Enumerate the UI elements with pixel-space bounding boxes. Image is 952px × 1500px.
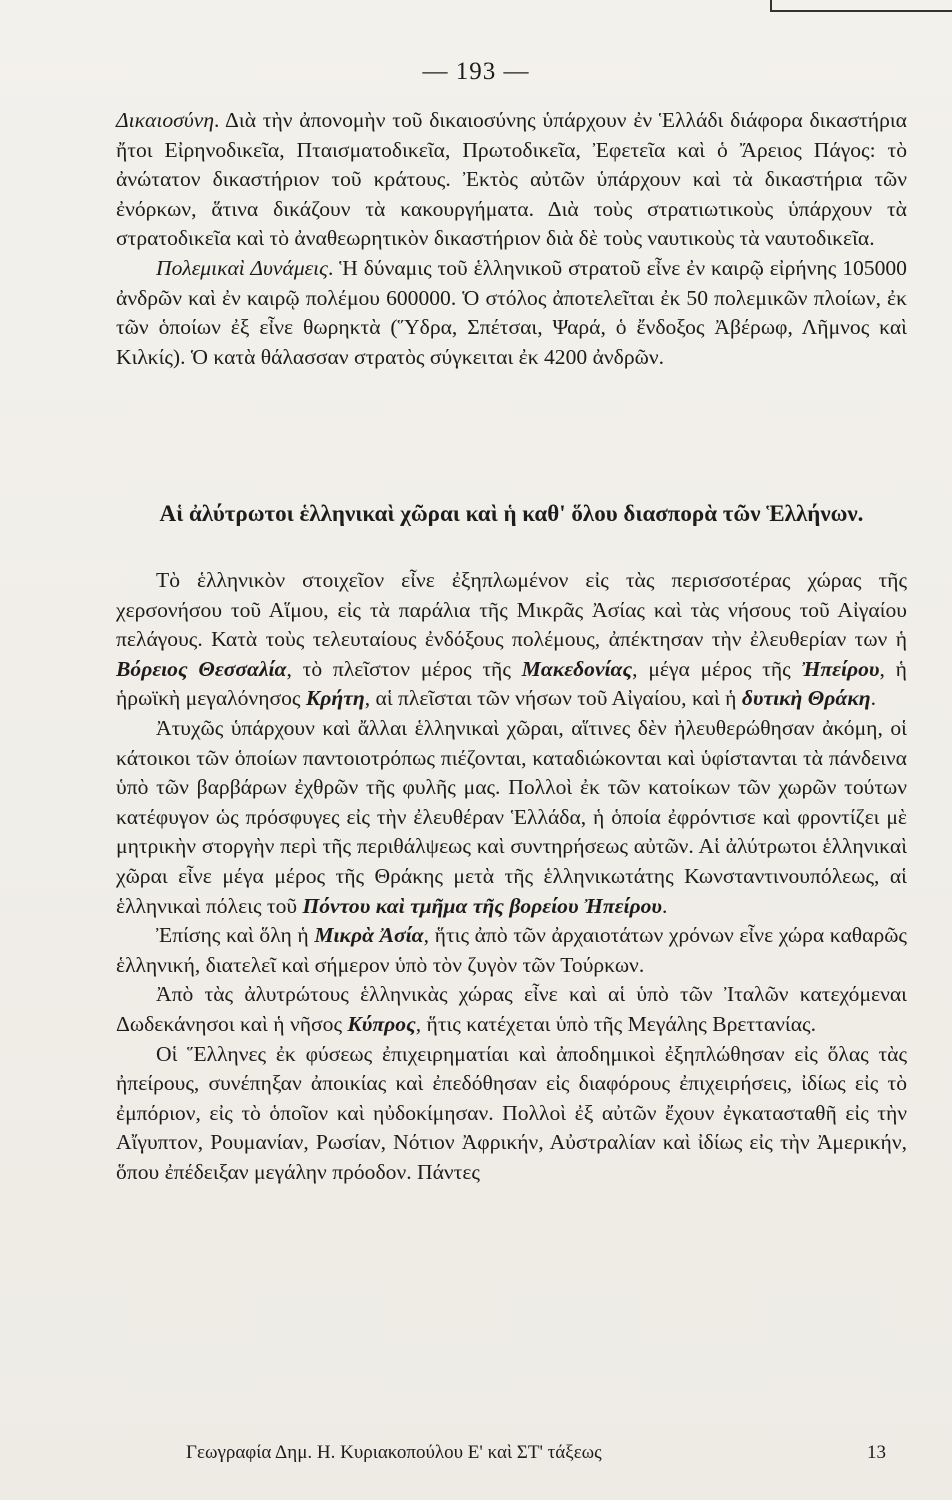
run: Δικαιοσύνη (116, 108, 215, 132)
run-emphasis: Πόντου καὶ τμῆμα τῆς βορείου Ἠπείρου (302, 893, 662, 918)
paragraph-unfortunately (116, 714, 907, 921)
run-emphasis: Κρήτη (305, 686, 365, 711)
paragraph-military-forces (116, 254, 907, 372)
run: Ἀπὸ τὰς ἀλυτρώτους ἑλληνικὰς χώρας εἶνε καὶ αἱ ὑπὸ τῶν Ἰταλῶν κατεχόμεναι Δωδεκάνησοι καὶ ἡ νῆσος (116, 982, 907, 1036)
run-emphasis: Βόρειος Θεσσαλία (116, 656, 287, 681)
corner-rule (770, 10, 952, 12)
paragraph-justice (116, 106, 907, 254)
section-heading: Αἱ ἀλύτρωτοι ἑλληνικαὶ χῶραι καὶ ἡ καθ' ὅλου διασπορὰ τῶν Ἑλλήνων. (159, 501, 864, 526)
run-emphasis: Ἠπείρου (801, 656, 880, 681)
paragraph-diaspora (116, 1040, 907, 1188)
corner-rule-vertical (770, 0, 772, 12)
run: Πολεμικαὶ Δυνάμεις (156, 255, 328, 280)
run: . (870, 686, 877, 711)
run: Ἐπίσης καὶ ὅλη ἡ (156, 923, 315, 948)
page-footer (186, 1442, 886, 1464)
paragraph-asia-minor (116, 921, 907, 980)
footer-signature-number: 13 (867, 1442, 886, 1463)
paragraph-dodecanese-cyprus (116, 980, 907, 1039)
run: , ἥτις ἀπὸ τῶν ἀρχαιοτάτων χρόνων εἶνε χώρα καθαρῶς ἑλληνική, διατελεῖ καὶ σήμερον ὑπὸ τὸν ζυγὸν τῶν Τούρκων. (116, 923, 907, 977)
run: , αἱ πλεῖσται τῶν νήσων τοῦ Αἰγαίου, καὶ ἡ (364, 686, 742, 711)
run: Οἱ Ἕλληνες ἐκ φύσεως ἐπιχειρηματίαι καὶ ἀποδημικοὶ ἐξηπλώθησαν εἰς ὅλας τὰς ἠπείρους, συνέπηξαν ἀποικίας καὶ ἐπεδόθησαν εἰς διαφόρους ἐπιχειρήσεις, ἰδίως εἰς τὸ ἐμπόριον, εἰς τὸ ὁποῖον καὶ ηὐδοκίμησαν. Πολλοὶ ἐξ αὐτῶν ἔχουν ἐγκατασταθῆ εἰς τὴν Αἴγυπτον, Ρουμανίαν, Ρωσίαν, Νότιον Ἀφρικήν, Αὐστραλίαν καὶ ἰδίως εἰς τὴν Ἀμερικήν, ὅπου ἐπέδειξαν μεγάλην πρόοδον. Πάντες (116, 1041, 907, 1184)
run: , ἥτις κατέχεται ὑπὸ τῆς Μεγάλης Βρεττανίας. (415, 1011, 816, 1036)
run-emphasis: Μικρὰ Ἀσία (314, 923, 424, 948)
run: Τὸ ἑλληνικὸν στοιχεῖον εἶνε ἐξηπλωμένον εἰς τὰς περισσοτέρας χώρας τῆς χερσονήσου τοῦ Αἵμου, εἰς τὰ παράλια τῆς Μικρᾶς Ἀσίας καὶ τὰς νήσους τοῦ Αἰγαίου πελάγους. Κατὰ τοὺς τελευταίους ἐνδόξους πολέμους, ἀπέκτησαν τὴν ἐλευθερίαν των ἡ (116, 568, 907, 652)
run: , ἡ ἡρωϊκὴ μεγαλόνησος (116, 656, 907, 711)
footer-book-title: Γεωγραφία Δημ. Η. Κυριακοπούλου Ε' καὶ ΣΤ' τάξεως (186, 1442, 602, 1463)
page-number: — 193 — (422, 58, 530, 85)
run-emphasis: δυτικὴ Θράκη (741, 686, 871, 711)
run: Ἀτυχῶς ὑπάρχουν καὶ ἄλλαι ἑλληνικαὶ χῶραι, αἵτινες δὲν ἠλευθερώθησαν ἀκόμη, οἱ κάτοικοι τῶν ὁποίων παντοιοτρόπως πιέζονται, καταδιώκονται καὶ ὑφίστανται τὰ πάνδεινα ὑπὸ τῶν βαρβάρων ἐχθρῶν τῆς φυλῆς μας. Πολλοὶ ἐκ τῶν κατοίκων τῶν χωρῶν τούτων κατέφυγον ὡς πρόσφυγες εἰς τὴν ἐλευθέραν Ἑλλάδα, ἡ ὁποία ἐφρόντισε καὶ φροντίζει μὲ μητρικὴν στοργὴν περὶ τῆς περιθάλψεως καὶ συντηρήσεως αὐτῶν. Αἱ ἀλύτρωτοι ἑλληνικαὶ χῶραι εἶνε μέγα μέρος τῆς Θράκης μετὰ τῆς ἑλληνικωτάτης Κωνσταντινουπόλεως, αἱ ἑλληνικαὶ πόλεις τοῦ (116, 715, 907, 918)
text-block-justice-military (116, 106, 907, 372)
run: . Ἡ δύναμις τοῦ ἑλληνικοῦ στρατοῦ εἶνε ἐν καιρῷ εἰρήνης 105000 ἀνδρῶν καὶ ἐν καιρῷ πολέμου 600000. Ὁ στόλος ἀποτελεῖται ἐκ 50 πολεμικῶν πλοίων, ἐκ τῶν ὁποίων ἐξ εἶνε θωρηκτὰ (Ὕδρα, Σπέτσαι, Ψαρά, ὁ ἔνδοξος Ἀβέρωφ, Λῆμνος καὶ Κιλκίς). Ὁ κατὰ θάλασσαν στρατὸς σύγκειται ἐκ 4200 ἀνδρῶν. (116, 255, 907, 369)
run-emphasis: Κύπρος (347, 1011, 416, 1036)
paragraph-greek-element (116, 566, 907, 714)
run: . (661, 893, 668, 918)
run: . Διὰ τὴν ἀπονομὴν τοῦ δικαιοσύνης ὑπάρχουν ἐν Ἑλλάδι διάφορα δικαστήρια ἤτοι Εἰρηνοδικεῖα, Πταισματοδικεῖα, Πρωτοδικεῖα, Ἐφετεῖα καὶ ὁ Ἄρειος Πάγος: τὸ ἀνώτατον δικαστήριον τοῦ κράτους. Ἐκτὸς αὐτῶν ὑπάρχουν καὶ τὰ δικαστήρια τῶν ἐνόρκων, ἅτινα δικάζουν τὰ κακουργήματα. Διὰ τοὺς στρατιωτικοὺς ὑπάρχουν τὰ στρατοδικεῖα καὶ τὸ ἀναθεωρητικὸν δικαστήριον διὰ δὲ τοὺς ναυτικοὺς τὰ ναυτοδικεῖα. (116, 108, 907, 251)
text-block-unredeemed-lands (116, 566, 907, 1187)
run: , μέγα μέρος τῆς (632, 656, 802, 681)
run: , τὸ πλεῖστον μέρος τῆς (286, 656, 522, 681)
run-emphasis: Μακεδονίας (521, 656, 633, 681)
